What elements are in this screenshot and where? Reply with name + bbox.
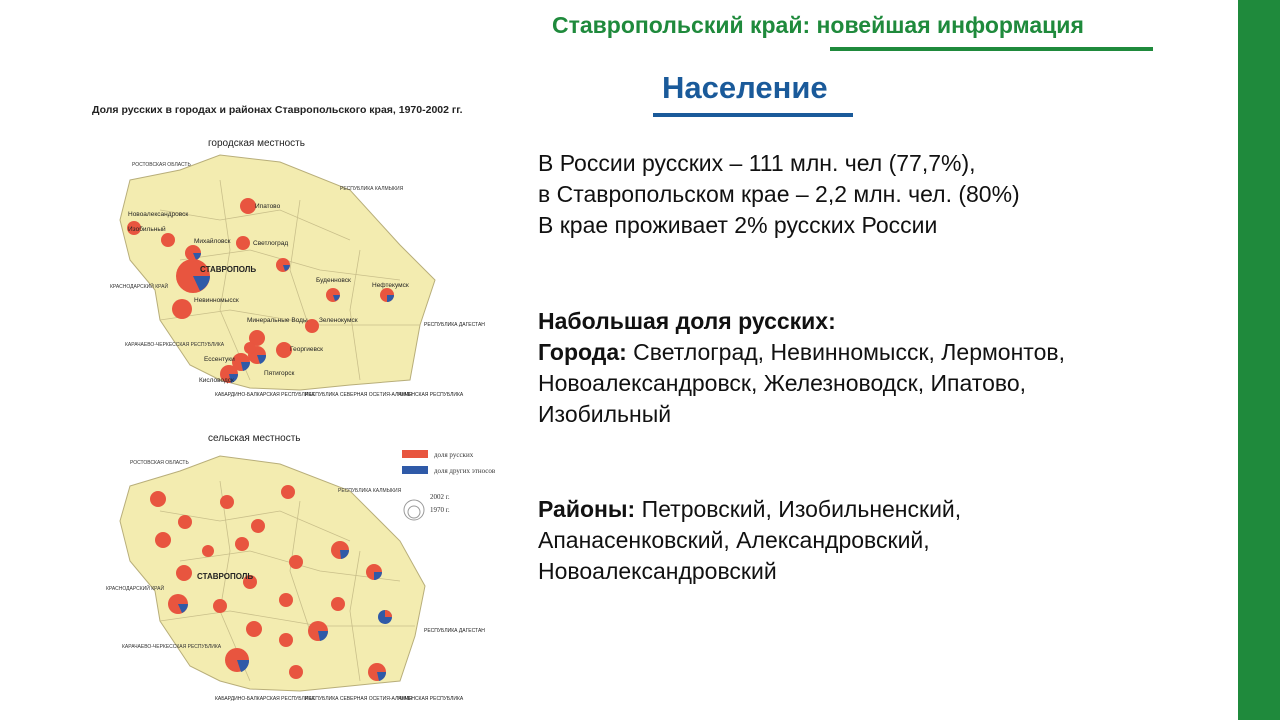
label-neftekumsk: Нефтекумск (372, 282, 409, 289)
legend-2002: 2002 г. (430, 493, 450, 501)
map-title: Доля русских в городах и районах Ставропольского края, 1970-2002 гг. (92, 104, 463, 116)
label-essentuki: Ессентуки (204, 356, 235, 363)
cities-block (538, 306, 1065, 430)
neighbor-dagestan-rural: РЕСПУБЛИКА ДАГЕСТАН (424, 628, 485, 634)
label-nevinnomyssk: Невинномысск (194, 297, 239, 304)
city-circle-zheleznovodsk (244, 342, 256, 354)
rural-circle-1 (150, 491, 166, 507)
districts-label: Районы: (538, 496, 636, 522)
districts-line-3: Новоалександровский (538, 558, 777, 584)
label-svetlograd: Светлоград (253, 240, 289, 247)
label-mikhaylovsk: Михайловск (194, 238, 231, 245)
label-kislovodsk: Кисловодск (199, 377, 234, 384)
rural-circle-21 (279, 633, 293, 647)
neighbor-krasnodar: КРАСНОДАРСКИЙ КРАЙ (110, 284, 169, 290)
slide-header-title: Ставропольский край: новейшая информация (552, 12, 1084, 38)
label-pyatigorsk: Пятигорск (264, 370, 295, 377)
rural-circle-3 (220, 495, 234, 509)
neighbor-kbr-rural: КАБАРДИНО-БАЛКАРСКАЯ РЕСПУБЛИКА (215, 696, 315, 702)
rural-circle-7 (235, 537, 249, 551)
label-zelenokumsk: Зеленокумск (319, 317, 358, 324)
rural-circle-19 (246, 621, 262, 637)
rural-map-label: сельская местность (208, 433, 301, 444)
legend-swatch-russians (402, 450, 428, 458)
rural-circle-2 (281, 485, 295, 499)
right-accent-bar (1238, 0, 1280, 720)
neighbor-osetia-urban: РЕСПУБЛИКА СЕВЕРНАЯ ОСЕТИЯ-АЛАНИЯ (305, 392, 413, 398)
urban-map-label: городская местность (208, 138, 305, 149)
districts-line-1: Петровский, Изобильненский, (635, 496, 962, 522)
label-novoalex: Новоалександровск (128, 211, 189, 218)
legend-circle-1970 (408, 506, 420, 518)
neighbor-rostov: РОСТОВСКАЯ ОБЛАСТЬ (132, 162, 191, 168)
rural-circle-23 (289, 665, 303, 679)
label-georgievsk: Георгиевск (290, 346, 324, 353)
neighbor-kalmykia: РЕСПУБЛИКА КАЛМЫКИЯ (340, 186, 404, 192)
label-izobil: Изобильный (128, 226, 166, 233)
neighbor-chechnya-urban: ЧЕЧЕНСКАЯ РЕСПУБЛИКА (398, 392, 464, 398)
label-budennovsk: Буденновск (316, 277, 351, 284)
cities-label: Города: (538, 339, 627, 365)
neighbor-osetia-rural: РЕСПУБЛИКА СЕВЕРНАЯ ОСЕТИЯ-АЛАНИЯ (305, 696, 413, 702)
rural-neighbor-kchr: КАРАЧАЕВО-ЧЕРКЕССКАЯ РЕСПУБЛИКА (122, 644, 222, 650)
section-underline (653, 113, 853, 117)
stats-line-1: В России русских – 111 млн. чел (77,7%), (538, 150, 976, 176)
rural-map (100, 446, 430, 696)
rural-neighbor-rostov: РОСТОВСКАЯ ОБЛАСТЬ (130, 460, 189, 466)
legend-swatch-others (402, 466, 428, 474)
rural-circle-10 (289, 555, 303, 569)
stats-block (538, 148, 1020, 241)
neighbor-kbr-urban: КАБАРДИНО-БАЛКАРСКАЯ РЕСПУБЛИКА (215, 392, 315, 398)
cities-line-1: Светлоград, Невинномысск, Лермонтов, (626, 339, 1065, 365)
legend-others: доля других этносов (434, 467, 496, 475)
legend-1970: 1970 г. (430, 506, 450, 514)
label-stavropol: СТАВРОПОЛЬ (200, 265, 257, 274)
urban-map (100, 150, 440, 400)
label-ipatovo: Ипатово (255, 203, 281, 210)
rural-label-stavropol: СТАВРОПОЛЬ (197, 572, 254, 581)
neighbor-chechnya-rural: ЧЕЧЕНСКАЯ РЕСПУБЛИКА (398, 696, 464, 702)
rural-circle-11 (176, 565, 192, 581)
map-legend (400, 446, 520, 526)
city-circle-nevinnomyssk (172, 299, 192, 319)
rural-circle-17 (331, 597, 345, 611)
rural-circle-5 (251, 519, 265, 533)
rural-circle-9 (202, 545, 214, 557)
rural-circle-16 (279, 593, 293, 607)
largest-heading: Набольшая доля русских: (538, 308, 836, 334)
districts-line-2: Апанасенковский, Александровский, (538, 527, 930, 553)
rural-circle-6 (155, 532, 171, 548)
cities-line-3: Изобильный (538, 401, 672, 427)
label-minvody: Минеральные Воды (247, 317, 308, 324)
city-circle-ipatovo (240, 198, 256, 214)
districts-block (538, 494, 961, 587)
header-underline (830, 47, 1153, 51)
rural-neighbor-kalmykia: РЕСПУБЛИКА КАЛМЫКИЯ (338, 488, 402, 494)
legend-russians: доля русских (434, 451, 474, 459)
stats-line-2: в Ставропольском крае – 2,2 млн. чел. (80%) (538, 181, 1020, 207)
neighbor-kchr: КАРАЧАЕВО-ЧЕРКЕССКАЯ РЕСПУБЛИКА (125, 342, 225, 348)
legend-circle-2002 (404, 500, 424, 520)
cities-line-2: Новоалександровск, Железноводск, Ипатово, (538, 370, 1026, 396)
rural-neighbor-krasnodar: КРАСНОДАРСКИЙ КРАЙ (106, 586, 165, 592)
city-circle-svetlograd (236, 236, 250, 250)
section-title: Население (662, 70, 828, 105)
neighbor-dagestan-urban: РЕСПУБЛИКА ДАГЕСТАН (424, 322, 485, 328)
city-circle-izobil (161, 233, 175, 247)
rural-circle-4 (178, 515, 192, 529)
rural-circle-15 (213, 599, 227, 613)
stats-line-3: В крае проживает 2% русских России (538, 212, 938, 238)
